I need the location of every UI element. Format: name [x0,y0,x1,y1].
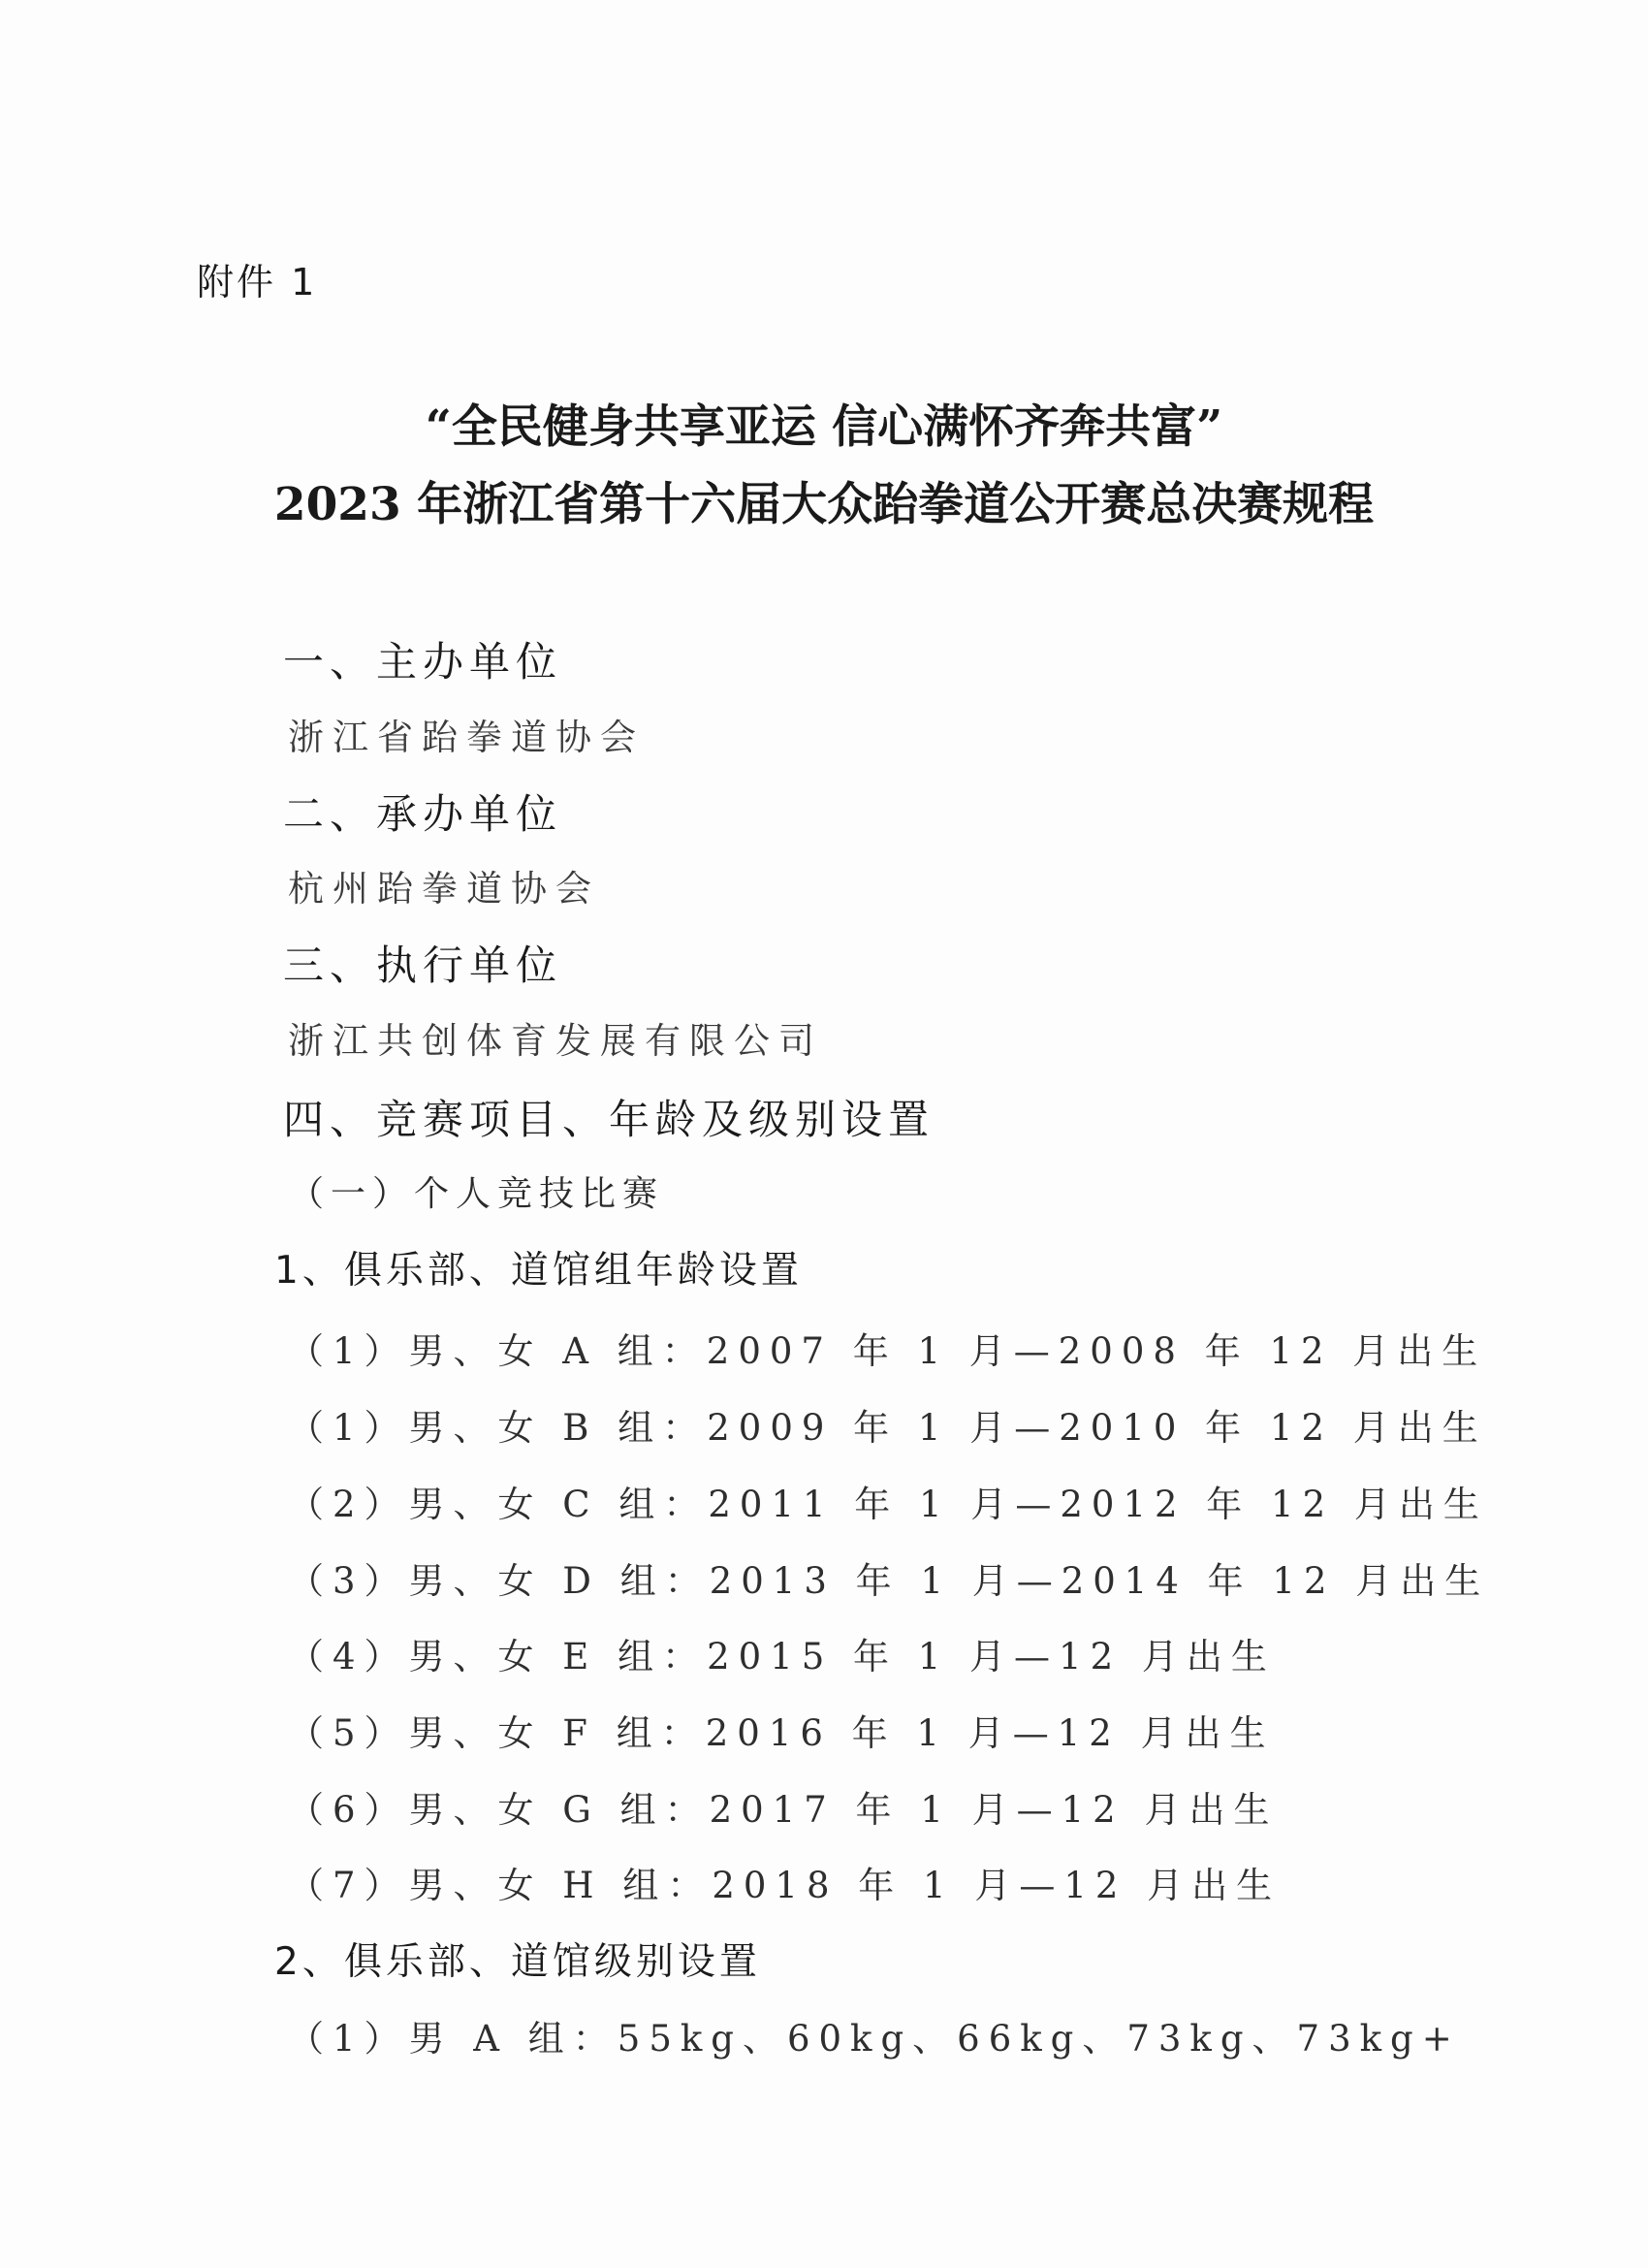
document-title-line-1: “全民健身共享亚运 信心满怀齐奔共富” [425,400,1223,454]
section-heading-organizer: 一、主办单位 [283,638,563,686]
section-heading-host: 二、承办单位 [283,790,563,838]
section-heading-competition: 四、竞赛项目、年龄及级别设置 [283,1096,935,1143]
weight-row: （1）男 A 组：55kg、60kg、66kg、73kg、73kg+ [288,2018,1461,2060]
age-row: （4）男、女 E 组：2015 年 1 月—12 月出生 [288,1636,1276,1677]
age-row: （6）男、女 G 组：2017 年 1 月—12 月出生 [288,1789,1279,1831]
subsection-title: （一）个人竞技比赛 [289,1174,665,1214]
age-row: （1）男、女 A 组：2007 年 1 月—2008 年 12 月出生 [288,1330,1487,1372]
age-row: （1）男、女 B 组：2009 年 1 月—2010 年 12 月出生 [288,1407,1487,1449]
section-content-executor: 浙江共创体育发展有限公司 [288,1020,823,1062]
age-settings-heading: 1、俱乐部、道馆组年龄设置 [274,1249,803,1293]
age-row: （5）男、女 F 组：2016 年 1 月—12 月出生 [288,1712,1275,1754]
section-content-organizer: 浙江省跆拳道协会 [288,717,645,758]
section-heading-executor: 三、执行单位 [283,942,563,989]
weight-settings-heading: 2、俱乐部、道馆级别设置 [274,1940,761,1984]
age-row: （7）男、女 H 组：2018 年 1 月—12 月出生 [288,1865,1282,1906]
section-content-host: 杭州跆拳道协会 [288,868,600,910]
age-row: （3）男、女 D 组：2013 年 1 月—2014 年 12 月出生 [288,1560,1490,1602]
attachment-label: 附件 1 [197,261,318,303]
document-title-line-2: 2023 年浙江省第十六届大众跆拳道公开赛总决赛规程 [273,478,1375,531]
age-row: （2）男、女 C 组：2011 年 1 月—2012 年 12 月出生 [288,1484,1488,1525]
